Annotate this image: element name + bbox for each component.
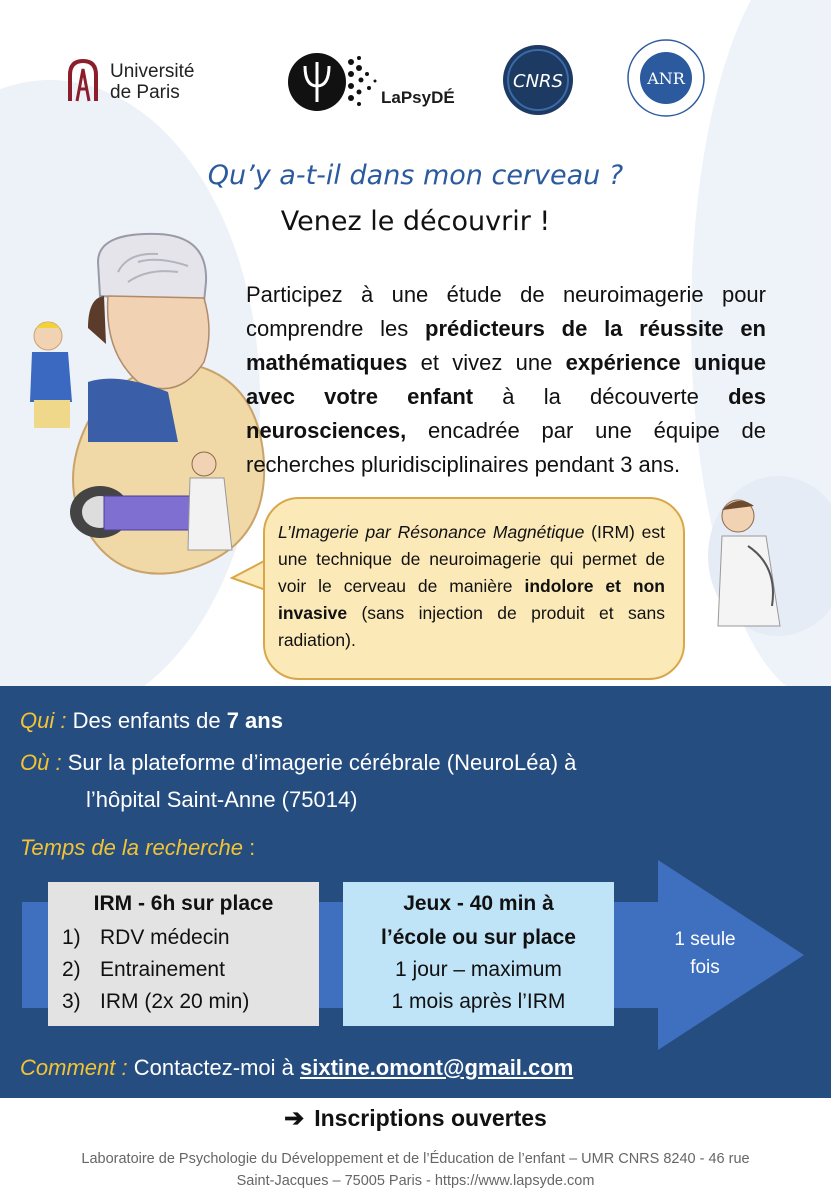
jeux-title-line2: l’école ou sur place (381, 926, 576, 949)
contact-line (20, 1055, 573, 1081)
qui-line (20, 708, 283, 734)
irm-step-label: RDV médecin (100, 926, 230, 949)
small-boy-figure (30, 322, 72, 428)
ou-line-2: l’hôpital Saint-Anne (75014) (86, 787, 358, 812)
qui-text: Des enfants de (66, 708, 227, 733)
footer-line2[interactable]: Saint-Jacques – 75005 Paris - https://www.lapsyde.com (236, 1173, 595, 1189)
once-line1: 1 seule (674, 929, 736, 950)
irm-info-text (278, 519, 665, 654)
qui-label: Qui : (20, 708, 67, 733)
irm-step-item (62, 990, 249, 1014)
jeux-title-line1: Jeux - 40 min à (403, 892, 554, 915)
contact-text: Contactez-moi à (127, 1055, 300, 1080)
lapsyde-logo (285, 48, 465, 116)
temps-label: Temps de la recherche (20, 835, 243, 860)
irm-step-item (62, 926, 230, 950)
anr-text: ANR (647, 69, 685, 88)
temps-colon: : (242, 835, 256, 860)
right-arrow-icon: ➔ (284, 1105, 305, 1132)
irm-step-number: 3) (62, 990, 81, 1013)
contact-label: Comment : (20, 1055, 128, 1080)
universite-line2: de Paris (110, 82, 180, 103)
irm-step-title: IRM - 6h sur place (93, 892, 274, 915)
cnrs-text: CNRS (513, 71, 563, 92)
intro-bold-experience: expérience unique avec votre enfant (246, 350, 766, 409)
intro-text-1: Participez à une étude de neuroimagerie pour comprendre les (246, 282, 766, 341)
universite-de-paris-mark-icon (66, 55, 100, 105)
title-question: Qu’y a-t-il dans mon cerveau ? (207, 160, 624, 191)
doctor-illustration (688, 476, 831, 636)
universite-de-paris-logo (66, 55, 226, 107)
intro-text-3: à la découverte (473, 384, 729, 409)
inscriptions-text: Inscriptions ouvertes (314, 1105, 547, 1131)
contact-email-link[interactable]: sixtine.omont@gmail.com (300, 1055, 574, 1080)
ou-line (20, 750, 576, 776)
irm-step-box (48, 882, 319, 1026)
irm-info-text-2: (sans injection de produit et sans radiation). (278, 603, 665, 650)
once-line2: fois (690, 957, 720, 978)
ou-text: Sur la plateforme d’imagerie cérébrale (NeuroLéa) à (61, 750, 577, 775)
irm-step-label: Entrainement (100, 958, 225, 981)
cnrs-logo (502, 44, 574, 116)
footer-line1: Laboratoire de Psychologie du Développement et de l’Éducation de l’enfant – UMR CNRS 8240 - 46 rue (81, 1151, 750, 1167)
irm-step-number: 2) (62, 958, 81, 981)
irm-step-number: 1) (62, 926, 81, 949)
jeux-timing: 1 mois après l’IRM (391, 990, 566, 1013)
irm-info-text-1: (IRM) est une technique de neuroimagerie qui permet de voir le cerveau de manière (278, 522, 665, 596)
lapsyde-name: LaPsyDÉ (381, 88, 455, 107)
intro-bold-predictors: prédicteurs de la réussite en mathématiques (246, 316, 766, 375)
intro-paragraph (246, 278, 766, 482)
qui-age: 7 ans (226, 708, 283, 733)
universite-line1: Université (110, 61, 195, 82)
ou-label: Où : (20, 750, 62, 775)
irm-info-bold: indolore et non invasive (278, 576, 665, 623)
intro-text-2: et vivez une (407, 350, 566, 375)
inscriptions-banner (0, 1104, 831, 1133)
intro-text-4: encadrée par une équipe de recherches pluridisciplinaires pendant 3 ans. (246, 418, 766, 477)
irm-step-item (62, 958, 225, 982)
cnrs-emblem-icon (502, 44, 574, 116)
once-label (650, 926, 760, 982)
temps-line (20, 835, 255, 861)
footer-address (30, 1148, 801, 1192)
irm-definition-term: L’Imagerie par Résonance Magnétique (278, 522, 585, 542)
lapsyde-psi-icon (285, 48, 381, 116)
jeux-frequency: 1 jour – maximum (395, 958, 562, 981)
irm-step-label: IRM (2x 20 min) (100, 990, 250, 1013)
anr-emblem-icon (626, 38, 706, 118)
title-invitation: Venez le découvrir ! (280, 206, 551, 237)
universite-de-paris-text (110, 61, 194, 103)
anr-logo (626, 38, 706, 118)
jeux-step-box (343, 882, 614, 1026)
intro-bold-neurosciences: des neurosciences, (246, 384, 766, 443)
